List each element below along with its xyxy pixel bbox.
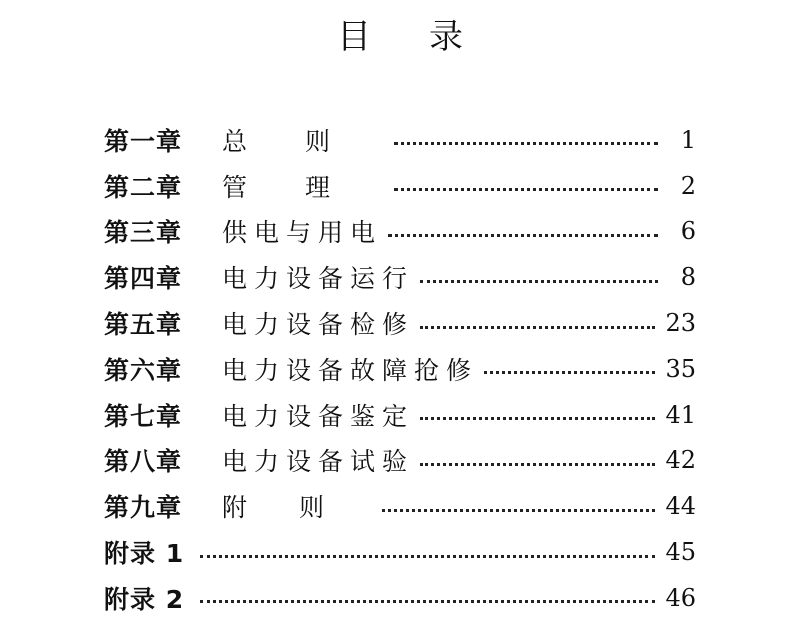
page-title-char-1: 目 (337, 16, 371, 57)
toc-page-number: 8 (680, 263, 696, 292)
toc-chapter-label: 第六章 (104, 355, 183, 385)
toc-chapter-label: 第八章 (104, 447, 183, 477)
toc-chapter-title: 总则 (222, 126, 389, 156)
toc-entry-appendix-1[interactable] (104, 529, 696, 575)
toc-chapter-title: 管理 (222, 172, 389, 202)
toc-chapter-title: 供电与用电 (222, 218, 383, 248)
toc-appendix-label: 附录 1 (104, 539, 185, 569)
toc-chapter-label: 第四章 (104, 264, 183, 294)
toc-chapter-title: 电力设备检修 (222, 310, 415, 340)
toc-page-number: 2 (680, 171, 696, 200)
page-title (0, 8, 800, 58)
toc-page-number: 23 (665, 309, 696, 338)
toc-dot-leader (394, 188, 658, 191)
toc-dot-leader (388, 234, 658, 237)
toc-chapter-label: 第三章 (104, 218, 183, 248)
toc-chapter-title: 电力设备试验 (222, 447, 415, 477)
toc-entry-chapter-9[interactable] (104, 483, 696, 529)
toc-page-number: 46 (665, 583, 696, 612)
toc-dot-leader (420, 326, 655, 329)
toc-chapter-title: 电力设备运行 (222, 264, 415, 294)
toc-page-number: 6 (680, 217, 696, 246)
toc-chapter-label: 第二章 (104, 172, 183, 202)
toc-dot-leader (420, 417, 655, 420)
toc-entry-chapter-2[interactable] (104, 163, 696, 209)
toc-chapter-label: 第七章 (104, 401, 183, 431)
toc-chapter-title: 电力设备鉴定 (222, 401, 415, 431)
toc-entry-appendix-2[interactable] (104, 575, 696, 621)
toc-appendix-label: 附录 2 (104, 584, 185, 614)
toc-dot-leader (382, 509, 655, 512)
toc-page-number: 41 (665, 400, 696, 429)
table-of-contents (104, 117, 696, 621)
toc-dot-leader (484, 371, 655, 374)
toc-entry-chapter-8[interactable] (104, 438, 696, 484)
toc-dot-leader (420, 463, 655, 466)
toc-chapter-label: 第九章 (104, 493, 183, 523)
toc-entry-chapter-7[interactable] (104, 392, 696, 438)
toc-entry-chapter-6[interactable] (104, 346, 696, 392)
toc-dot-leader (420, 280, 658, 283)
toc-chapter-label: 第五章 (104, 310, 183, 340)
toc-dot-leader (394, 142, 658, 145)
toc-page-number: 45 (665, 538, 696, 567)
toc-page-number: 35 (665, 354, 696, 383)
toc-entry-chapter-5[interactable] (104, 300, 696, 346)
toc-entry-chapter-4[interactable] (104, 254, 696, 300)
toc-chapter-label: 第一章 (104, 126, 183, 156)
page-title-char-2: 录 (429, 16, 463, 57)
toc-entry-chapter-3[interactable] (104, 209, 696, 255)
toc-page-number: 44 (665, 492, 696, 521)
toc-dot-leader (200, 555, 655, 558)
toc-entry-chapter-1[interactable] (104, 117, 696, 163)
toc-page-number: 1 (680, 125, 696, 154)
toc-page-number: 42 (665, 446, 696, 475)
toc-chapter-title: 附则 (222, 493, 377, 523)
toc-dot-leader (200, 600, 655, 603)
toc-chapter-title: 电力设备故障抢修 (222, 355, 479, 385)
